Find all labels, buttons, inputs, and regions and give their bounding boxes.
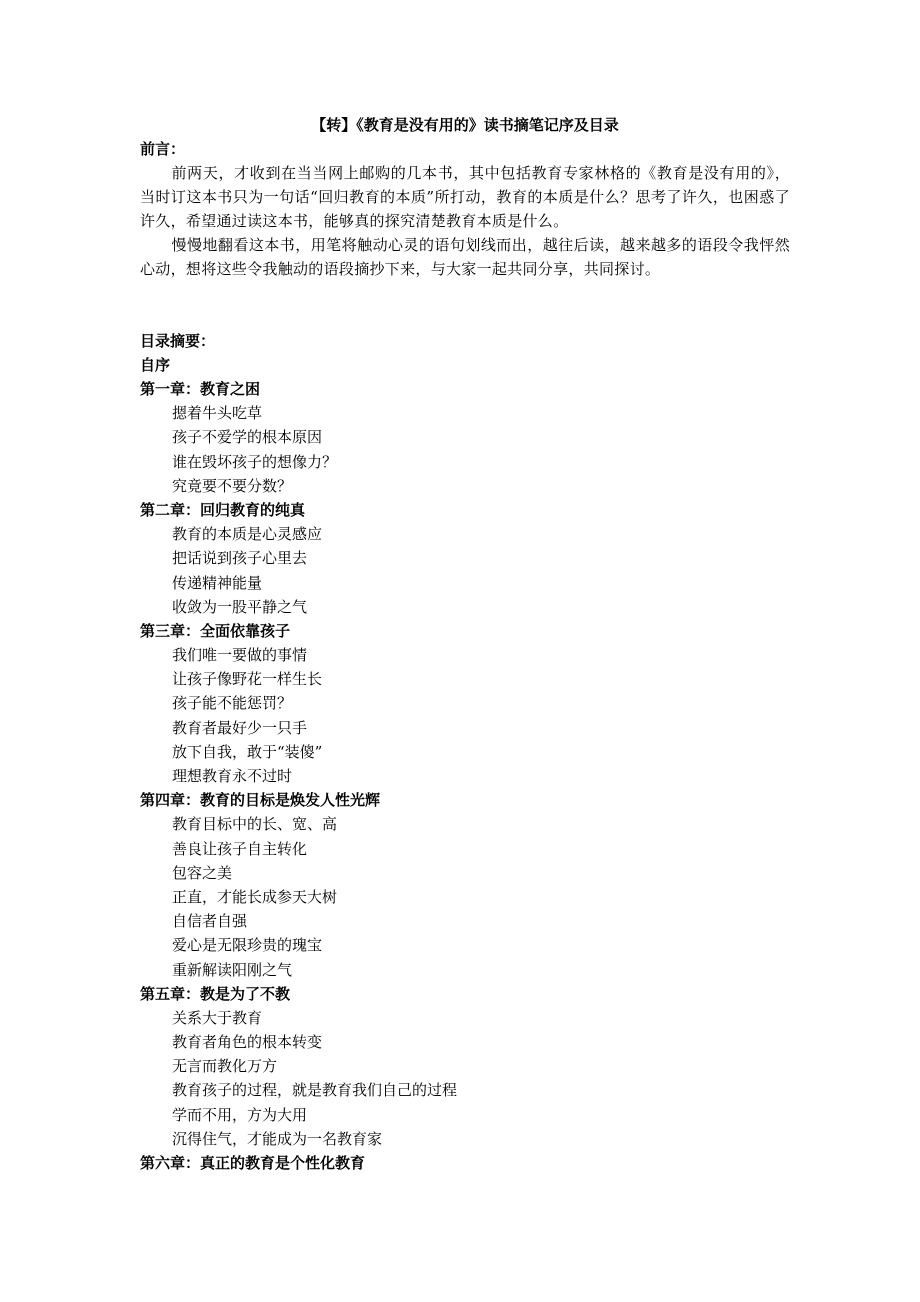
toc-item: 教育者角色的根本转变: [172, 1033, 323, 1052]
chapter-title: 第三章：全面依靠孩子: [140, 621, 291, 640]
preface-label: 前言：: [140, 140, 186, 158]
toc-item: 教育目标中的长、宽、高: [172, 815, 338, 834]
toc-item: 包容之美: [172, 863, 233, 882]
toc-self-preface: 自序: [140, 356, 171, 374]
preface-paragraph-2: 慢慢地翻看这本书，用笔将触动心灵的语句划线而出，越往后读，越来越多的语段令我怦然心动，想将这些令我触动的语段摘抄下来，与大家一起共同分享，共同探讨。: [140, 236, 790, 278]
toc-chapter-1: [140, 377, 790, 498]
toc-chapter-6: [140, 1151, 790, 1175]
toc-chapter-3: [140, 619, 790, 788]
toc-item: 把话说到孩子心里去: [172, 549, 308, 568]
chapter-title: 第四章：教育的目标是焕发人性光辉: [140, 791, 381, 810]
chapter-title: 第五章：教是为了不教: [140, 984, 291, 1003]
toc-item: 沉得住气，才能成为一名教育家: [172, 1129, 383, 1148]
toc-item: 善良让孩子自主转化: [172, 839, 308, 858]
toc-chapter-2: [140, 498, 790, 619]
toc-item: 摁着牛头吃草: [172, 404, 263, 423]
toc-item: 重新解读阳刚之气: [172, 960, 293, 979]
toc-item: 学而不用，方为大用: [172, 1105, 308, 1124]
toc-item: 教育者最好少一只手: [172, 718, 308, 737]
toc-item: 让孩子像野花一样生长: [172, 670, 323, 689]
section-spacer: [140, 281, 790, 329]
toc-item: 教育的本质是心灵感应: [172, 525, 323, 544]
chapter-title: 第六章：真正的教育是个性化教育: [140, 1154, 366, 1172]
toc-item: 放下自我，敢于“装傻”: [172, 742, 323, 761]
toc-item: 爱心是无限珍贵的瑰宝: [172, 936, 323, 955]
chapter-title: 第一章：教育之困: [140, 380, 261, 398]
toc-item: 孩子不爱学的根本原因: [172, 428, 323, 447]
toc-item: 自信者自强: [172, 912, 248, 931]
toc-item: 关系大于教育: [172, 1008, 263, 1027]
toc-item: 谁在毁坏孩子的想像力？: [172, 452, 338, 471]
chapter-title: 第二章：回归教育的纯真: [140, 500, 306, 519]
toc-item: 教育孩子的过程，就是教育我们自己的过程: [172, 1081, 458, 1100]
toc-item: 孩子能不能惩罚？: [172, 694, 293, 713]
document-page: [140, 113, 790, 1175]
toc-label: 目录摘要：: [140, 332, 216, 350]
toc-item: 正直，才能长成参天大树: [172, 887, 338, 906]
toc-item: 我们唯一要做的事情: [172, 646, 308, 665]
preface-paragraph-1: 前两天，才收到在当当网上邮购的几本书，其中包括教育专家林格的《教育是没有用的》，当时订这本书只为一句话“回归教育的本质”所打动，教育的本质是什么？思考了许久，也困惑了许久，希望通过读这本书，能够真的探究清楚教育本质是什么。: [140, 164, 790, 230]
toc-item: 收敛为一股平静之气: [172, 597, 308, 616]
toc-item: 传递精神能量: [172, 573, 263, 592]
toc-item: 究竟要不要分数？: [172, 476, 293, 495]
toc-item: 理想教育永不过时: [172, 767, 293, 785]
toc-chapter-5: [140, 982, 790, 1151]
toc-chapter-4: [140, 788, 790, 982]
toc-item: 无言而教化万方: [172, 1057, 278, 1076]
document-title: 【转】《教育是没有用的》读书摘笔记序及目录: [311, 116, 619, 134]
